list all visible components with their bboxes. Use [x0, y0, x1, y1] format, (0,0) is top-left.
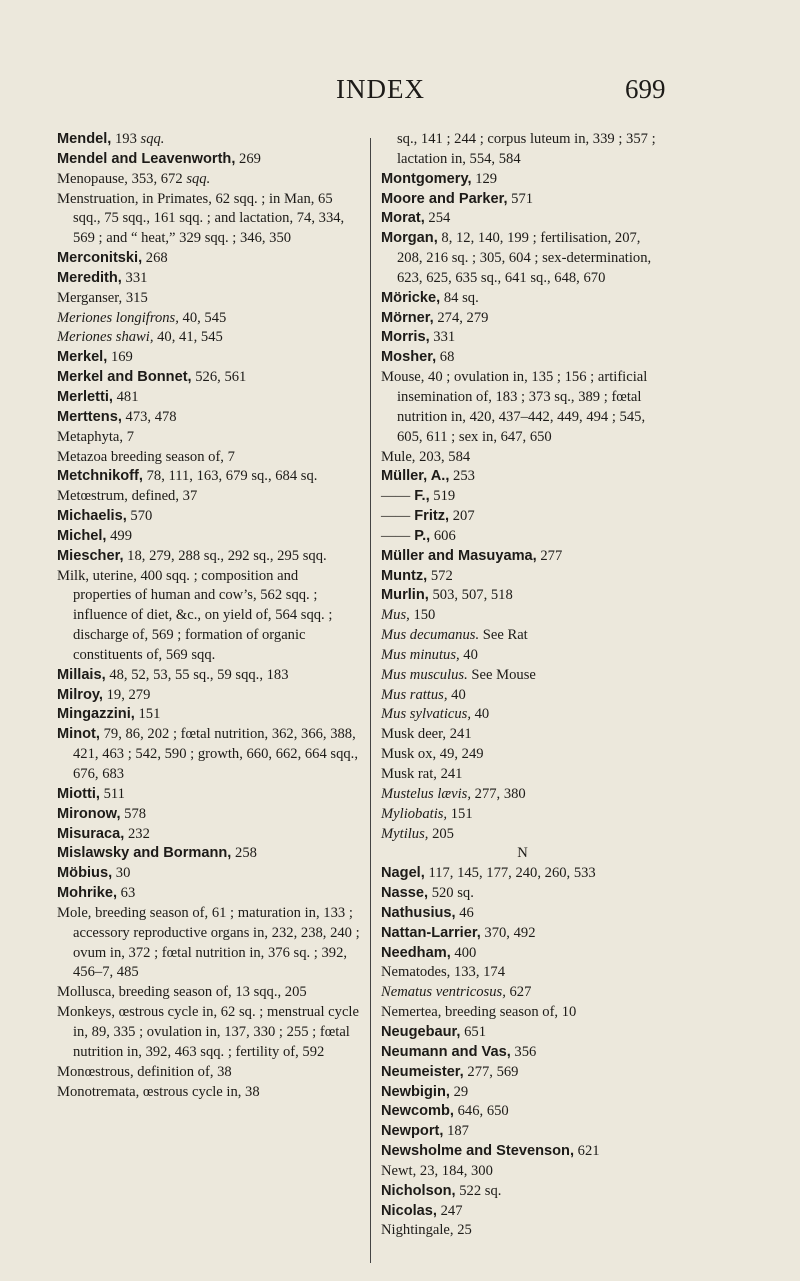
entry-refs: sq., 141 ; 244 ; corpus luteum in, 339 ; 357 ; lactation in, 554, 584	[397, 131, 656, 167]
entry-heading: Mislawsky and Bormann,	[57, 845, 232, 862]
index-entry	[381, 1122, 664, 1142]
entry-heading: Morat,	[381, 210, 425, 227]
index-entry	[57, 1003, 360, 1063]
entry-refs: 40, 41, 545	[153, 329, 223, 346]
index-entry	[57, 170, 360, 190]
entry-refs: 117, 145, 177, 240, 260, 533	[424, 865, 596, 882]
index-entry	[57, 666, 360, 686]
entry-heading: Montgomery,	[381, 170, 472, 187]
entry-repeat-dash: ——	[381, 527, 411, 544]
index-entry	[381, 130, 664, 170]
index-entry	[381, 1102, 664, 1122]
entry-refs: 78, 111, 163, 679 sq., 684 sq.	[142, 468, 318, 485]
entry-refs: 570	[126, 508, 153, 525]
index-entry	[381, 328, 664, 348]
entry-heading: Mosher,	[381, 349, 437, 366]
index-entry	[381, 209, 664, 229]
entry-refs: 40	[470, 706, 490, 723]
index-entry	[57, 388, 360, 408]
entry-refs: Milk, uterine, 400 sqq. ; composition and properties of human and cow’s, 562 sqq. ; influence of diet, &c., on yield of, 564 sqq. ; discharge of, 569 ; formation of organic constituents of, 569 sqq.	[57, 567, 333, 663]
entry-refs: See Rat	[479, 627, 528, 644]
entry-heading: Newcomb,	[381, 1103, 454, 1120]
entry-heading: Merletti,	[57, 388, 113, 405]
entry-refs: 205	[428, 825, 454, 842]
index-entry	[57, 904, 360, 983]
entry-heading: P.,	[410, 527, 431, 544]
entry-heading: Michaelis,	[57, 508, 127, 525]
index-entry	[381, 785, 664, 805]
entry-refs: 571	[507, 190, 534, 207]
entry-refs: See Mouse	[467, 666, 536, 683]
entry-refs: 187	[443, 1123, 469, 1140]
index-entry	[381, 289, 664, 309]
index-entry	[381, 586, 664, 606]
entry-heading: Möbius,	[57, 865, 113, 882]
index-entry	[381, 626, 664, 646]
entry-heading: Mingazzini,	[57, 706, 135, 723]
index-entry	[381, 1083, 664, 1103]
index-entry	[381, 765, 664, 785]
entry-heading: Morgan,	[381, 230, 438, 247]
index-entry	[57, 864, 360, 884]
index-entry	[57, 785, 360, 805]
entry-heading: Miescher,	[57, 547, 124, 564]
entry-refs: 207	[449, 508, 475, 525]
entry-refs: Monkeys, œstrous cycle in, 62 sq. ; menstrual cycle in, 89, 335 ; ovulation in, 137, 330 ; 255 ; fœtal nutrition in, 392, 463 sqq. ; fertility of, 592	[57, 1004, 359, 1060]
entry-refs: 79, 86, 202 ; fœtal nutrition, 362, 366, 388, 421, 463 ; 542, 590 ; growth, 660, 662, 664 sqq., 676, 683	[73, 726, 358, 782]
entry-refs: 268	[142, 250, 168, 267]
entry-heading: Newport,	[381, 1123, 444, 1140]
entry-refs: 503, 507, 518	[428, 587, 513, 604]
entry-heading: Mohrike,	[57, 885, 118, 902]
index-entry	[57, 507, 360, 527]
entry-heading-italic: Mytilus,	[381, 825, 429, 842]
entry-heading-italic: Mus rattus,	[381, 686, 448, 703]
index-entry	[57, 467, 360, 487]
entry-refs: Mollusca, breeding season of, 13 sqq., 205	[57, 984, 307, 1001]
entry-heading: Millais,	[57, 666, 106, 683]
index-entry	[381, 309, 664, 329]
index-entry	[381, 983, 664, 1003]
entry-refs: 606	[430, 527, 456, 544]
page-header	[0, 74, 800, 114]
index-entry	[381, 686, 664, 706]
index-entry	[381, 606, 664, 626]
entry-refs: 29	[449, 1083, 469, 1100]
entry-refs: Mouse, 40 ; ovulation in, 135 ; 156 ; artificial insemination of, 183 ; 373 sq., 389 ; fœtal nutrition in, 420, 437–442, 449, 494 ; 545, 605, 611 ; sex in, 647, 650	[381, 369, 648, 445]
index-entry	[57, 448, 360, 468]
index-entry	[57, 686, 360, 706]
entry-heading: Needham,	[381, 944, 451, 961]
entry-refs: 520 sq.	[428, 885, 474, 902]
entry-heading: Metchnikoff,	[57, 468, 143, 485]
index-entry	[57, 249, 360, 269]
entry-refs: 253	[449, 468, 475, 485]
index-entry	[57, 309, 360, 329]
entry-refs-italic: sqq.	[186, 170, 211, 187]
entry-refs: 258	[231, 845, 257, 862]
entry-heading: Nasse,	[381, 885, 429, 902]
entry-heading: Nagel,	[381, 865, 425, 882]
entry-refs: Musk ox, 49, 249	[381, 746, 484, 763]
entry-refs: 578	[120, 805, 147, 822]
index-entry	[57, 348, 360, 368]
index-entry	[57, 884, 360, 904]
entry-refs: 651	[460, 1023, 487, 1040]
index-entry	[381, 963, 664, 983]
entry-heading: Miotti,	[57, 785, 100, 802]
entry-heading: Nathusius,	[381, 904, 456, 921]
entry-heading: Neumann and Vas,	[381, 1043, 511, 1060]
entry-heading: Merttens,	[57, 408, 122, 425]
index-entry	[381, 1023, 664, 1043]
entry-refs: 331	[429, 329, 456, 346]
index-entry	[381, 467, 664, 487]
entry-refs: 473, 478	[121, 408, 177, 425]
index-entry	[57, 289, 360, 309]
index-entry	[57, 983, 360, 1003]
entry-refs: 48, 52, 53, 55 sq., 59 sqq., 183	[105, 666, 289, 683]
entry-refs: 30	[112, 865, 131, 882]
entry-heading: Nattan-Larrier,	[381, 924, 481, 941]
index-entry	[57, 487, 360, 507]
entry-refs: Nemertea, breeding season of, 10	[381, 1004, 577, 1021]
entry-heading-italic: Mus sylvaticus,	[381, 706, 471, 723]
index-entry	[381, 884, 664, 904]
entry-refs: Nematodes, 133, 174	[381, 964, 506, 981]
entry-heading: Merkel,	[57, 349, 108, 366]
index-entry	[57, 1063, 360, 1083]
entry-heading: Murlin,	[381, 587, 429, 604]
index-entry	[57, 844, 360, 864]
index-entry	[381, 1063, 664, 1083]
entry-heading: Müller and Masuyama,	[381, 547, 537, 564]
entry-refs: 572	[427, 567, 453, 584]
entry-refs: Metaphyta, 7	[57, 428, 135, 445]
index-entry	[381, 864, 664, 884]
entry-refs: Monotremata, œstrous cycle in, 38	[57, 1083, 260, 1100]
entry-refs: 129	[471, 170, 498, 187]
entry-refs: 247	[436, 1202, 463, 1219]
entry-refs: 68	[436, 349, 455, 366]
index-entry	[381, 666, 664, 686]
entry-refs: 193	[111, 131, 141, 147]
index-entry	[381, 944, 664, 964]
entry-refs: 269	[235, 150, 261, 167]
index-entry	[381, 646, 664, 666]
entry-refs: Monœstrous, definition of, 38	[57, 1063, 232, 1080]
entry-refs: 232	[124, 825, 150, 842]
entry-heading: Muntz,	[381, 567, 428, 584]
index-entry	[381, 1221, 664, 1241]
entry-heading: Mörner,	[381, 309, 434, 326]
index-entry	[381, 229, 664, 289]
index-entry	[381, 1142, 664, 1162]
entry-heading: Merconitski,	[57, 250, 143, 267]
entry-refs: 370, 492	[480, 924, 536, 941]
entry-heading: Mendel,	[57, 131, 112, 147]
entry-refs: 356	[510, 1043, 537, 1060]
index-entry	[57, 825, 360, 845]
entry-heading-italic: Meriones longifrons,	[57, 309, 179, 326]
entry-refs: 277, 569	[463, 1063, 519, 1080]
entry-repeat-dash: ——	[381, 508, 411, 525]
index-entry	[57, 328, 360, 348]
entry-heading: Möricke,	[381, 289, 441, 306]
index-entry	[57, 705, 360, 725]
index-entry	[57, 567, 360, 666]
entry-refs: 46	[455, 904, 474, 921]
index-entry	[57, 408, 360, 428]
entry-refs: 40	[447, 686, 466, 703]
entry-refs: 627	[505, 984, 532, 1001]
entry-heading: Neumeister,	[381, 1063, 464, 1080]
entry-refs: 400	[450, 944, 477, 961]
index-entry	[57, 527, 360, 547]
entry-refs: 526, 561	[191, 369, 247, 386]
entry-heading-italic: Myliobatis,	[381, 805, 448, 822]
index-entry	[381, 1003, 664, 1023]
entry-heading-italic: Meriones shawi,	[57, 329, 154, 346]
entry-heading: Mironow,	[57, 805, 121, 822]
entry-heading-italic: Mus,	[381, 607, 410, 624]
entry-refs: Nightingale, 25	[381, 1222, 472, 1239]
running-title: INDEX	[336, 74, 425, 104]
index-entry	[57, 368, 360, 388]
index-entry	[381, 725, 664, 745]
entry-refs: 274, 279	[433, 309, 489, 326]
index-entry	[381, 567, 664, 587]
entry-refs: 150	[409, 607, 436, 624]
index-entry	[381, 825, 664, 845]
index-entry	[381, 1043, 664, 1063]
entry-heading: Newsholme and Stevenson,	[381, 1143, 575, 1160]
entry-heading: Michel,	[57, 527, 107, 544]
index-entry	[57, 269, 360, 289]
entry-refs: 84 sq.	[440, 289, 479, 306]
entry-refs: 40	[459, 646, 478, 663]
entry-repeat-dash: ——	[381, 488, 411, 505]
entry-heading: F.,	[410, 488, 430, 505]
entry-refs: 519	[429, 488, 456, 505]
index-entry	[381, 368, 664, 447]
index-entry	[381, 547, 664, 567]
entry-refs: Menstruation, in Primates, 62 sqq. ; in Man, 65 sqq., 75 sqq., 161 sqq. ; and lactation, 74, 334, 569 ; and “ heat,” 329 sqq. ; 346, 350	[57, 190, 345, 247]
entry-refs: Musk deer, 241	[381, 726, 472, 743]
entry-refs: Newt, 23, 184, 300	[381, 1162, 493, 1179]
entry-refs: Menopause, 353, 672	[57, 170, 187, 187]
entry-refs: Metœstrum, defined, 37	[57, 488, 198, 505]
entry-refs: 621	[574, 1143, 600, 1160]
index-entry	[57, 190, 360, 250]
entry-refs: 8, 12, 140, 199 ; fertilisation, 207, 208, 216 sq. ; 305, 604 ; sex-determination, 623, 625, 635 sq., 641 sq., 648, 670	[397, 230, 652, 286]
entry-heading: Fritz,	[410, 508, 450, 525]
entry-refs: 18, 279, 288 sq., 292 sq., 295 sqq.	[123, 547, 327, 564]
entry-refs: 63	[117, 885, 136, 902]
entry-refs: 522 sq.	[455, 1182, 502, 1199]
entry-refs: 40, 545	[178, 309, 227, 326]
entry-refs: 169	[107, 349, 133, 366]
index-column-left	[57, 130, 360, 1102]
index-entry	[381, 448, 664, 468]
index-entry	[381, 745, 664, 765]
entry-heading: Neugebaur,	[381, 1023, 461, 1040]
entry-heading: Merkel and Bonnet,	[57, 369, 192, 386]
entry-heading-italic: Mus minutus,	[381, 646, 460, 663]
entry-refs: Mole, breeding season of, 61 ; maturation in, 133 ; accessory reproductive organs in, 232, 238, 240 ; ovum in, 372 ; fœtal nutrition in, 376 sq. ; 392, 456–7, 485	[57, 904, 360, 981]
index-entry	[381, 924, 664, 944]
entry-heading-italic: Nematus ventricosus,	[381, 984, 506, 1001]
section-letter: N	[517, 845, 528, 862]
column-divider	[370, 138, 371, 1263]
entry-heading: Misuraca,	[57, 825, 125, 842]
entry-heading-italic: Mus decumanus.	[381, 627, 480, 644]
index-entry	[381, 705, 664, 725]
entry-refs: Metazoa breeding season of, 7	[57, 448, 235, 465]
entry-refs: 646, 650	[453, 1103, 509, 1120]
entry-heading: Moore and Parker,	[381, 190, 508, 207]
entry-heading: Newbigin,	[381, 1083, 450, 1100]
entry-heading: Mendel and Leavenworth,	[57, 150, 236, 167]
entry-heading: Nicolas,	[381, 1202, 437, 1219]
entry-refs: Merganser, 315	[57, 289, 148, 306]
entry-heading: Morris,	[381, 329, 430, 346]
entry-refs: 151	[134, 706, 161, 723]
index-entry	[381, 170, 664, 190]
entry-refs: 481	[112, 388, 139, 405]
entry-refs: Mule, 203, 584	[381, 448, 471, 465]
index-entry	[381, 487, 664, 507]
index-entry	[57, 428, 360, 448]
index-entry	[381, 507, 664, 527]
entry-heading: Müller, A.,	[381, 468, 450, 485]
entry-refs: 277, 380	[471, 785, 526, 802]
index-column-right	[381, 130, 664, 1241]
entry-refs: 331	[121, 269, 148, 286]
index-entry	[381, 904, 664, 924]
index-entry	[57, 130, 360, 150]
index-entry	[57, 805, 360, 825]
index-entry	[381, 348, 664, 368]
index-entry	[57, 547, 360, 567]
entry-heading: Nicholson,	[381, 1182, 456, 1199]
entry-heading: Minot,	[57, 726, 100, 743]
entry-refs: 277	[536, 547, 563, 564]
entry-heading-italic: Mus musculus.	[381, 666, 468, 683]
index-entry	[381, 1182, 664, 1202]
entry-refs: 499	[106, 527, 133, 544]
page-number: 699	[625, 74, 666, 104]
entry-refs: 511	[99, 785, 125, 802]
index-entry	[57, 725, 360, 785]
index-entry	[381, 190, 664, 210]
entry-heading: Milroy,	[57, 686, 103, 703]
entry-refs: 19, 279	[102, 686, 151, 703]
entry-refs: Musk rat, 241	[381, 766, 463, 782]
entry-heading-italic: Mustelus lævis,	[381, 785, 471, 802]
index-entry	[381, 527, 664, 547]
entry-refs: 254	[424, 210, 451, 227]
index-entry	[381, 1202, 664, 1222]
entry-refs-italic: sqq.	[140, 131, 165, 147]
index-entry	[57, 1083, 360, 1103]
entry-heading: Meredith,	[57, 269, 122, 286]
entry-refs: 151	[447, 805, 473, 822]
index-entry	[381, 805, 664, 825]
index-entry	[57, 150, 360, 170]
index-entry	[381, 1162, 664, 1182]
